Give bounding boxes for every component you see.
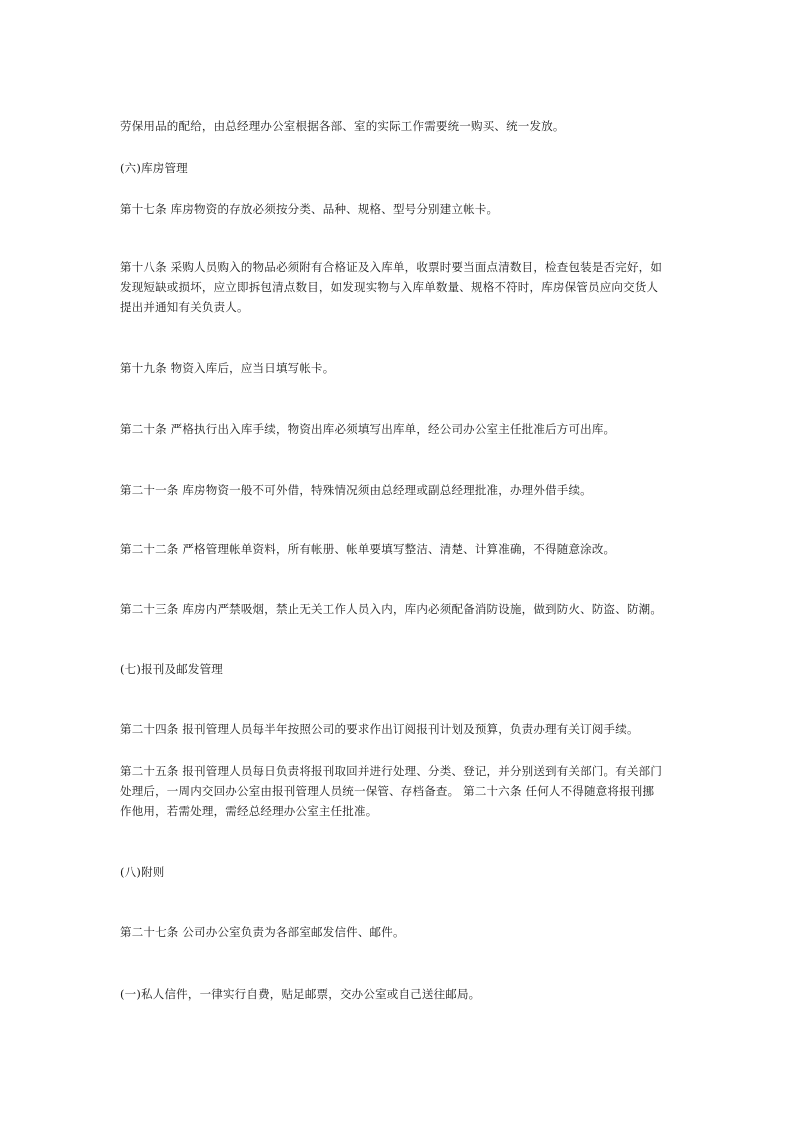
article-25-26 xyxy=(120,761,680,821)
article-18-line-2: 发现短缺或损坏，应立即拆包清点数目，如发现实物与入库单数量、规格不符时，库房保管员应向交货人 xyxy=(120,280,659,294)
article-24: 第二十四条 报刊管理人员每半年按照公司的要求作出订阅报刊计划及预算，负责办理有关订阅手续。 xyxy=(120,722,639,736)
article-18-line-3: 提出并通知有关负责人。 xyxy=(120,300,249,314)
article-22: 第二十二条 严格管理帐单资料，所有帐册、帐单要填写整洁、清楚、计算准确，不得随意涂改。 xyxy=(120,542,616,556)
article-25-line-2: 处理后，一周内交回办公室由报刊管理人员统一保管、存档备查。 第二十六条 任何人不得随意将报刊挪 xyxy=(120,784,655,798)
article-20: 第二十条 严格执行出入库手续，物资出库必须填写出库单，经公司办公室主任批准后方可出库。 xyxy=(120,422,616,436)
article-18-line-1: 第十八条 采购人员购入的物品必须附有合格证及入库单，收票时要当面点清数目，检查包装是否完好，如 xyxy=(120,260,663,274)
article-23: 第二十三条 库房内严禁吸烟，禁止无关工作人员入内，库内必须配备消防设施，做到防火、防盗、防潮。 xyxy=(120,602,663,616)
article-19: 第十九条 物资入库后，应当日填写帐卡。 xyxy=(120,361,335,375)
article-18 xyxy=(120,257,680,317)
article-17: 第十七条 库房物资的存放必须按分类、品种、规格、型号分别建立帐卡。 xyxy=(120,202,499,216)
article-21: 第二十一条 库房物资一般不可外借，特殊情况须由总经理或副总经理批准，办理外借手续。 xyxy=(120,483,592,497)
paragraph-labor-supplies: 劳保用品的配给，由总经理办公室根据各部、室的实际工作需要统一购买、统一发放。 xyxy=(120,119,565,133)
article-25-line-1: 第二十五条 报刊管理人员每日负责将报刊取回并进行处理、分类、登记，并分别送到有关部门。有关部门 xyxy=(120,764,663,778)
section-heading-supplementary: (八)附则 xyxy=(120,865,165,879)
section-heading-warehouse: (六)库房管理 xyxy=(120,161,188,175)
article-25-line-3: 作他用，若需处理，需经总经理办公室主任批准。 xyxy=(120,804,378,818)
item-private-letters: (一)私人信件，一律实行自费，贴足邮票，交办公室或自己送往邮局。 xyxy=(120,987,481,1001)
section-heading-newspapers-mail: (七)报刊及邮发管理 xyxy=(120,662,223,676)
article-27: 第二十七条 公司办公室负责为各部室邮发信件、邮件。 xyxy=(120,925,405,939)
